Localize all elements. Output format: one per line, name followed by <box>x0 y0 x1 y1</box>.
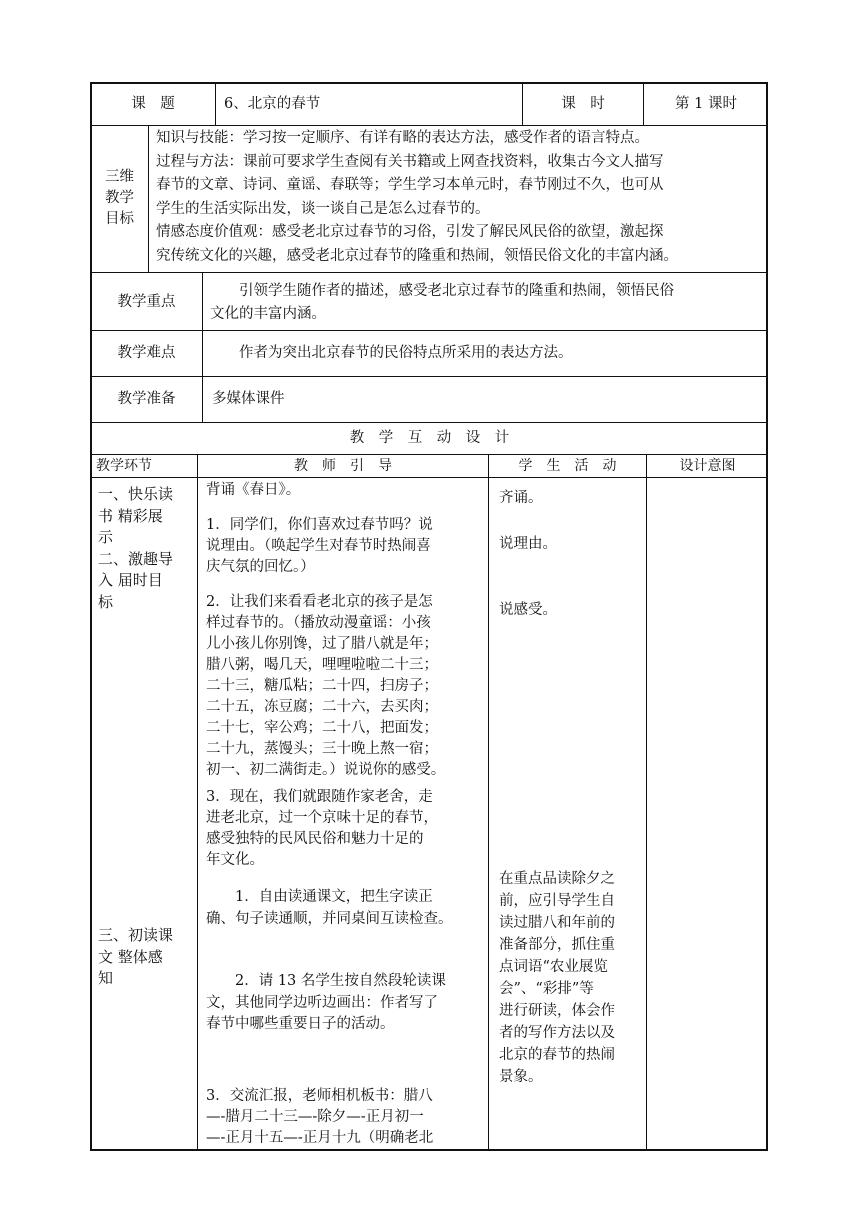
student-line: 读过腊八和年前的 <box>499 915 615 931</box>
stage-line: 标 <box>98 592 114 611</box>
period-label: 课 时 <box>561 96 605 112</box>
teacher-line: 3．交流汇报，老师相机板书：腊八 <box>206 1088 433 1104</box>
teacher-line: 二十五，冻豆腐；二十六，去买肉； <box>206 699 438 715</box>
student-line: 会”、“彩排”等 <box>499 981 594 997</box>
period-value: 第 1 课时 <box>675 96 737 112</box>
stage-line: 文 整体感 <box>98 947 163 966</box>
teacher-block <box>206 787 488 871</box>
student-line: 景象。 <box>499 1069 543 1085</box>
teacher-block <box>206 971 488 1036</box>
teacher-line: 3．现在，我们就跟随作家老舍，走 <box>206 789 433 805</box>
stage-block <box>98 484 194 613</box>
teacher-line: 腊八粥，喝几天，哩哩啦啦二十三； <box>206 657 438 673</box>
teacher-line: 背诵《春日》。 <box>206 482 301 498</box>
preparation-label: 教学准备 <box>117 391 176 407</box>
key-point-line: 文化的丰富内涵。 <box>210 306 326 322</box>
student-block <box>499 488 644 509</box>
teacher-line: 初一、初二满街走。）说说你的感受。 <box>206 762 446 778</box>
teacher-line: —-腊月二十三—-除夕—-正月初一 <box>206 1109 424 1125</box>
teacher-line: 文，其他同学边听边画出：作者写了 <box>206 994 438 1011</box>
column-header-student: 学 生 活 动 <box>518 458 617 474</box>
student-block <box>499 600 644 621</box>
row-divider <box>91 376 768 377</box>
student-line: 在重点品读除夕之 <box>499 871 615 887</box>
objectives-label-line: 教学 <box>105 190 134 206</box>
lesson-label: 课 题 <box>131 96 175 112</box>
student-line: 进行研读，体会作 <box>499 1003 615 1019</box>
row-divider <box>91 422 768 423</box>
stage-line: 示 <box>98 528 114 546</box>
column-divider <box>202 272 203 423</box>
teacher-line: 二十九，蒸馒头；三十晚上熬一宿； <box>206 741 438 757</box>
student-line: 说理由。 <box>499 536 557 552</box>
column-header-teacher: 教 师 引 导 <box>294 458 392 474</box>
teacher-line: 二十七，宰公鸡；二十八，把面发； <box>206 720 438 736</box>
teacher-line: 进老北京，过一个京味十足的春节， <box>206 810 438 826</box>
key-point-line: 引领学生随作者的描述，感受老北京过春节的隆重和热闹，领悟民俗 <box>210 283 674 299</box>
teacher-block <box>206 480 488 501</box>
teacher-block <box>206 515 488 578</box>
teacher-line: 春节中哪些重要日子的活动。 <box>206 1016 395 1032</box>
teacher-block <box>206 592 488 781</box>
stage-block <box>98 925 194 990</box>
row-divider <box>91 125 768 126</box>
column-divider <box>148 125 149 273</box>
objectives-line: 春节的文章、诗词、童谣、春联等；学生学习本单元时，春节刚过不久，也可从 <box>156 177 664 193</box>
student-line: 点词语“农业展览 <box>499 959 608 975</box>
key-point-text <box>210 280 766 326</box>
objectives-line: 究传统文化的兴趣，感受老北京过春节的隆重和热闹，领悟民俗文化的丰富内涵。 <box>156 247 678 264</box>
objectives-text <box>156 127 768 268</box>
row-divider <box>91 272 768 273</box>
stage-line: 三、初读课 <box>98 926 174 944</box>
objectives-label <box>91 167 148 230</box>
row-divider <box>91 477 768 478</box>
teacher-block <box>206 886 488 930</box>
difficulty-label: 教学难点 <box>117 345 176 361</box>
objectives-label-line: 三维 <box>105 169 134 185</box>
objectives-line: 知识与技能：学习按一定顺序、有详有略的表达方法，感受作者的语言特点。 <box>156 130 649 146</box>
student-block <box>499 534 644 555</box>
stage-line: 入 届时目 <box>98 571 163 589</box>
teacher-line: 说理由。（唤起学生对春节时热闹喜 <box>206 538 431 554</box>
column-divider <box>488 454 489 1150</box>
column-header-stage: 教学环节 <box>96 458 152 474</box>
teacher-line: 1．自由读通课文，把生字读正 <box>206 889 433 905</box>
teacher-line: —-正月十五—-正月十九（明确老北 <box>206 1130 434 1146</box>
teacher-line: 感受独特的民风民俗和魅力十足的 <box>206 831 424 847</box>
teacher-line: 2．让我们来看看老北京的孩子是怎 <box>206 594 433 610</box>
preparation-text: 多媒体课件 <box>212 391 285 407</box>
teacher-line: 二十三，糖瓜粘；二十四，扫房子； <box>206 678 438 694</box>
teacher-block <box>206 1086 488 1149</box>
design-title: 教 学 互 动 设 计 <box>349 430 510 446</box>
teacher-line: 年文化。 <box>206 852 264 868</box>
row-divider <box>91 454 768 455</box>
key-point-label: 教学重点 <box>117 294 176 310</box>
student-line: 北京的春节的热闹 <box>499 1047 615 1063</box>
objectives-line: 情感态度价值观：感受老北京过春节的习俗，引发了解民风民俗的欲望，激起探 <box>156 224 664 240</box>
teacher-line: 确、句子读通顺，并同桌间互读检查。 <box>206 911 453 927</box>
student-line: 者的写作方法以及 <box>499 1025 615 1041</box>
stage-line: 一、快乐读 <box>98 485 174 503</box>
student-block <box>499 868 644 1088</box>
objectives-label-line: 目标 <box>105 211 134 227</box>
student-line: 前，应引导学生自 <box>499 893 615 909</box>
student-line: 说感受。 <box>499 602 557 618</box>
row-divider <box>91 330 768 331</box>
lesson-title: 6、北京的春节 <box>224 96 321 112</box>
column-divider <box>197 454 198 1150</box>
stage-line: 二、激趣导 <box>98 549 174 568</box>
teacher-line: 庆气氛的回忆。） <box>206 559 315 575</box>
teacher-line: 样过春节的。（播放动漫童谣：小孩 <box>206 615 431 631</box>
teacher-line: 2．请 13 名学生按自然段轮读课 <box>206 973 446 989</box>
stage-line: 知 <box>98 969 114 987</box>
objectives-line: 学生的生活实际出发，谈一谈自己是怎么过春节的。 <box>156 200 490 217</box>
teacher-line: 儿小孩儿你别馋，过了腊八就是年； <box>206 636 438 652</box>
teacher-line: 1．同学们，你们喜欢过春节吗？说 <box>206 517 433 533</box>
column-divider <box>215 83 216 126</box>
column-divider <box>646 454 647 1150</box>
column-header-intent: 设计意图 <box>679 458 736 474</box>
student-line: 齐诵。 <box>499 490 543 506</box>
student-line: 准备部分，抓住重 <box>499 937 615 953</box>
difficulty-text: 作者为突出北京春节的民俗特点所采用的表达方法。 <box>210 345 573 361</box>
stage-line: 书 精彩展 <box>98 506 163 525</box>
objectives-line: 过程与方法：课前可要求学生查阅有关书籍或上网查找资料，收集古今文人描写 <box>156 153 664 170</box>
